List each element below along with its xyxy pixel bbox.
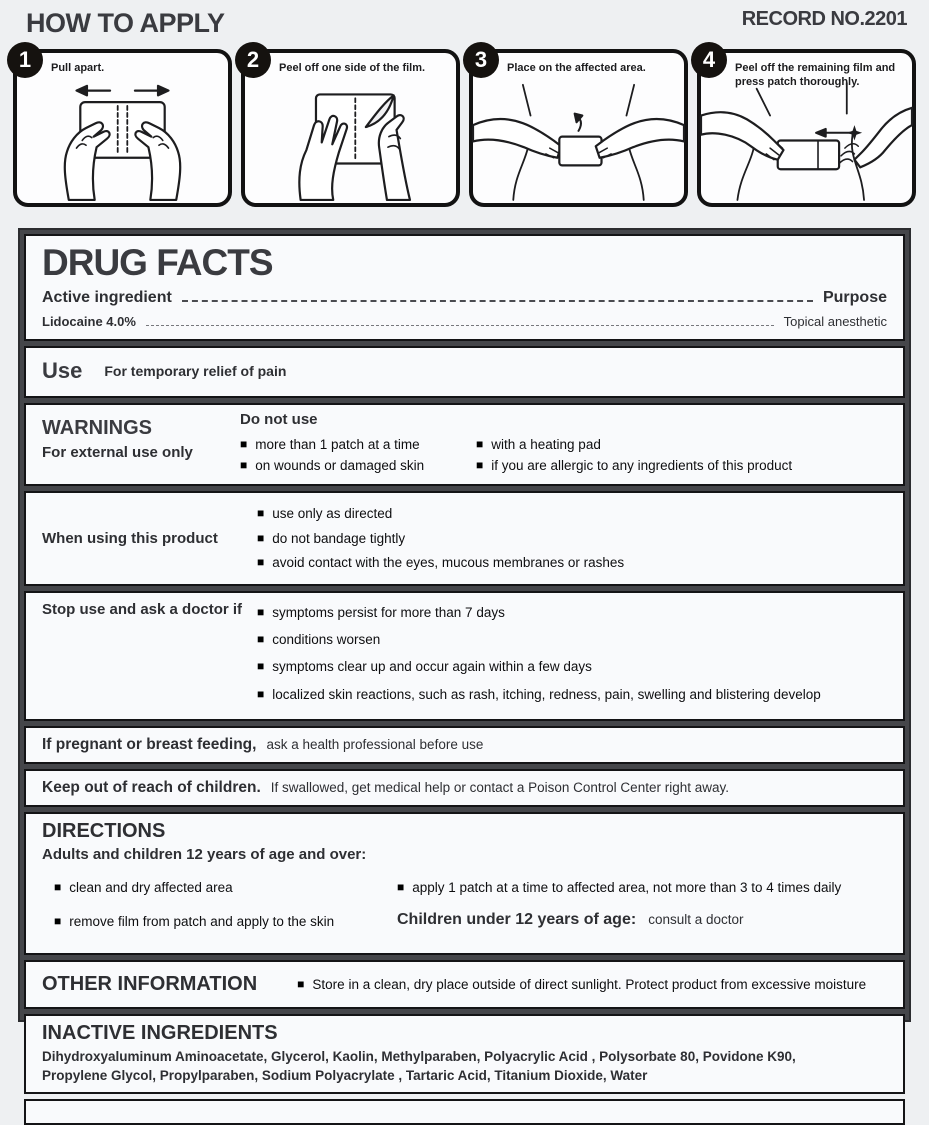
list-item: ■ do not bandage tightly: [257, 530, 406, 546]
purpose-label: Purpose: [822, 288, 887, 306]
other-information-label: OTHER INFORMATION: [42, 973, 258, 996]
list-item: ■ with a heating pad: [476, 436, 601, 452]
bullet-square-icon: ■: [257, 530, 265, 545]
drug-facts-title: DRUG FACTS: [42, 242, 273, 283]
pregnant-text: ask a health professional before use: [266, 736, 484, 752]
children-under-12-label: Children under 12 years of age:: [397, 911, 637, 929]
step-number-badge: 1: [7, 42, 43, 78]
drug-facts-header-section: [24, 234, 905, 341]
bullet-square-icon: ■: [257, 604, 265, 619]
list-item: ■ remove film from patch and apply to the skin: [54, 914, 335, 930]
list-item: ■ more than 1 patch at a time: [240, 436, 420, 452]
bullet-square-icon: ■: [476, 458, 484, 473]
drug-facts-panel: [18, 228, 911, 1084]
stop-use-label: Stop use and ask a doctor if: [42, 600, 243, 618]
list-item: ■ conditions worsen: [257, 632, 381, 648]
inactive-ingredients-label: INACTIVE INGREDIENTS: [42, 1022, 278, 1045]
bullet-square-icon: ■: [397, 879, 405, 894]
pregnant-section: [24, 726, 905, 764]
bullet-square-icon: ■: [257, 659, 265, 674]
use-text: For temporary relief of pain: [104, 362, 287, 379]
directions-label: DIRECTIONS: [42, 819, 166, 842]
how-to-apply-steps: [0, 39, 929, 207]
keep-out-of-reach-section: [24, 769, 905, 807]
warnings-label: WARNINGS: [42, 416, 152, 439]
list-item: ■ if you are allergic to any ingredients of this product: [476, 458, 793, 474]
keep-out-label: Keep out of reach of children.: [42, 778, 261, 796]
bullet-square-icon: ■: [54, 914, 62, 929]
step-panel-2: [241, 49, 460, 207]
use-label: Use: [42, 357, 83, 383]
list-item: ■ localized skin reactions, such as rash, itching, redness, pain, swelling and blistering develop: [257, 686, 821, 702]
use-section: [24, 346, 905, 398]
pull-apart-illustration-icon: [17, 53, 228, 203]
dashed-leader: [182, 293, 813, 302]
step-panel-1: [13, 49, 232, 207]
empty-section: [24, 1099, 905, 1125]
bullet-square-icon: ■: [54, 879, 62, 894]
step-number-badge: 4: [691, 42, 727, 78]
list-item: ■ clean and dry affected area: [54, 879, 233, 895]
record-number: RECORD NO.2201: [741, 8, 907, 30]
step-number-badge: 3: [463, 42, 499, 78]
pregnant-label: If pregnant or breast feeding,: [42, 735, 257, 753]
purpose-value: Topical anesthetic: [783, 313, 887, 329]
bullet-square-icon: ■: [257, 506, 265, 521]
adults-label: Adults and children 12 years of age and over:: [42, 845, 367, 863]
step-number-badge: 2: [235, 42, 271, 78]
when-using-section: [24, 491, 905, 586]
when-using-label: When using this product: [42, 530, 218, 548]
warnings-section: [24, 403, 905, 486]
step-caption: Place on the affected area.: [507, 62, 646, 74]
active-ingredient-value: Lidocaine 4.0%: [42, 313, 136, 329]
step-panel-3: [469, 49, 688, 207]
dashed-leader: [146, 317, 774, 326]
step-caption: Peel off the remaining film and press patch thoroughly.: [735, 62, 896, 88]
stop-use-section: [24, 591, 905, 721]
external-use-label: For external use only: [42, 443, 193, 461]
place-on-area-illustration-icon: [473, 53, 684, 203]
press-patch-illustration-icon: [701, 53, 912, 203]
list-item: ■ symptoms clear up and occur again within a few days: [257, 659, 592, 675]
bullet-square-icon: ■: [257, 632, 265, 647]
list-item: ■ Store in a clean, dry place outside of direct sunlight. Protect product from excessive moisture: [297, 976, 867, 992]
inactive-ingredients-section: [24, 1014, 905, 1094]
bullet-square-icon: ■: [257, 554, 265, 569]
step-panel-4: [697, 49, 916, 207]
directions-section: [24, 812, 905, 955]
inactive-ingredients-text: Dihydroxyaluminum Aminoacetate, Glycerol, Kaolin, Methylparaben, Polyacrylic Acid , Polysorbate 80, Povidone K90, Propylene Glycol, Propylparaben, Sodium Polyacrylate , Tartaric Acid, Titanium Dioxide, Water: [42, 1049, 796, 1084]
peel-film-illustration-icon: [245, 53, 456, 203]
list-item: ■ use only as directed: [257, 506, 393, 522]
children-under-12-text: consult a doctor: [648, 912, 744, 928]
list-item: ■ symptoms persist for more than 7 days: [257, 604, 505, 620]
bullet-square-icon: ■: [240, 458, 248, 473]
page-title: HOW TO APPLY: [26, 8, 225, 38]
active-ingredient-label: Active ingredient: [42, 288, 172, 306]
bullet-square-icon: ■: [240, 436, 248, 451]
other-information-section: [24, 960, 905, 1009]
step-caption: Pull apart.: [51, 62, 105, 74]
bullet-square-icon: ■: [297, 976, 305, 991]
do-not-use-label: Do not use: [240, 410, 318, 428]
bullet-square-icon: ■: [257, 686, 265, 701]
step-caption: Peel off one side of the film.: [279, 62, 426, 74]
list-item: ■ avoid contact with the eyes, mucous membranes or rashes: [257, 554, 625, 570]
keep-out-text: If swallowed, get medical help or contact a Poison Control Center right away.: [270, 779, 729, 795]
list-item: ■ apply 1 patch at a time to affected area, not more than 3 to 4 times daily: [397, 879, 842, 895]
bullet-square-icon: ■: [476, 436, 484, 451]
list-item: ■ on wounds or damaged skin: [240, 458, 425, 474]
header: [0, 0, 929, 39]
